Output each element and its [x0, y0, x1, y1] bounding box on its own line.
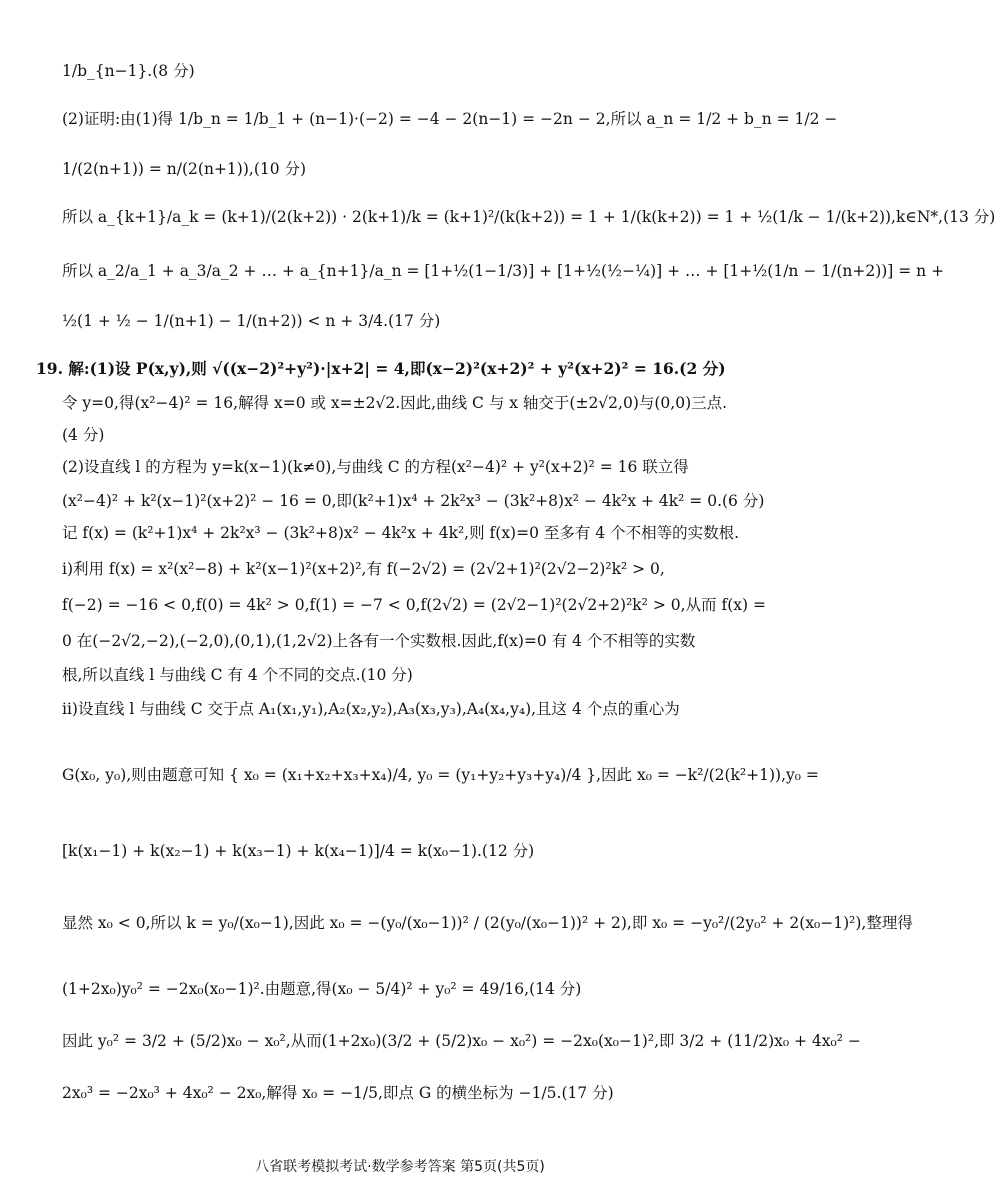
page-footer: 八省联考模拟考试·数学参考答案 第5页(共5页)	[255, 1159, 545, 1175]
text-line-21: (1+2x₀)y₀² = −2x₀(x₀−1)².由题意,得(x₀ − 5/4)² + y₀² = 49/16,(14 分)	[62, 980, 582, 998]
text-line-22: 因此 y₀² = 3/2 + (5/2)x₀ − x₀²,从而(1+2x₀)(3/2 + (5/2)x₀ − x₀²) = −2x₀(x₀−1)²,即 3/2 + (11/2)x₀ + 4x₀² −	[62, 1032, 861, 1050]
text-line-3: 1/(2(n+1)) = n/(2(n+1)),(10 分)	[62, 160, 307, 178]
text-line-14: f(−2) = −16 < 0,f(0) = 4k² > 0,f(1) = −7 < 0,f(2√2) = (2√2−1)²(2√2+2)²k² > 0,从而 f(x) =	[62, 596, 766, 614]
text-line-20: 显然 x₀ < 0,所以 k = y₀/(x₀−1),因此 x₀ = −(y₀/(x₀−1))² / (2(y₀/(x₀−1))² + 2),即 x₀ = −y₀²/(2y₀² + 2(x₀−1)²),整理得	[62, 914, 913, 932]
text-line-23: 2x₀³ = −2x₀³ + 4x₀² − 2x₀,解得 x₀ = −1/5,即点 G 的横坐标为 −1/5.(17 分)	[62, 1084, 614, 1102]
text-line-13: i)利用 f(x) = x²(x²−8) + k²(x−1)²(x+2)²,有 f(−2√2) = (2√2+1)²(2√2−2)²k² > 0,	[62, 560, 665, 578]
text-line-16: 根,所以直线 l 与曲线 C 有 4 个不同的交点.(10 分)	[62, 666, 413, 684]
text-line-8: 令 y=0,得(x²−4)² = 16,解得 x=0 或 x=±2√2.因此,曲线 C 与 x 轴交于(±2√2,0)与(0,0)三点.	[62, 394, 728, 412]
text-line-19: [k(x₁−1) + k(x₂−1) + k(x₃−1) + k(x₄−1)]/4 = k(x₀−1).(12 分)	[62, 842, 535, 860]
problem-19-line-1: 19. 解:(1)设 P(x,y),则 √((x−2)²+y²)·|x+2| = 4,即(x−2)²(x+2)² + y²(x+2)² = 16.(2 分)	[36, 359, 726, 378]
text-line-11: (x²−4)² + k²(x−1)²(x+2)² − 16 = 0,即(k²+1)x⁴ + 2k²x³ − (3k²+8)x² − 4k²x + 4k² = 0.(6 分)	[62, 492, 765, 510]
text-line-10: (2)设直线 l 的方程为 y=k(x−1)(k≠0),与曲线 C 的方程(x²−4)² + y²(x+2)² = 16 联立得	[62, 458, 689, 476]
text-line-4: 所以 a_{k+1}/a_k = (k+1)/(2(k+2)) · 2(k+1)/k = (k+1)²/(k(k+2)) = 1 + 1/(k(k+2)) = 1 + ½(1/k − 1/(k+2)),k∈N*,(13 分)	[62, 208, 995, 226]
text-line-1: 1/b_{n−1}.(8 分)	[62, 62, 195, 80]
text-line-6: ½(1 + ½ − 1/(n+1) − 1/(n+2)) < n + 3/4.(17 分)	[62, 312, 441, 330]
text-line-9: (4 分)	[62, 426, 105, 444]
text-line-18: G(x₀, y₀),则由题意可知 { x₀ = (x₁+x₂+x₃+x₄)/4, y₀ = (y₁+y₂+y₃+y₄)/4 },因此 x₀ = −k²/(2(k²+1)),y₀ =	[62, 766, 819, 784]
text-line-5: 所以 a_2/a_1 + a_3/a_2 + … + a_{n+1}/a_n = [1+½(1−1/3)] + [1+½(½−¼)] + … + [1+½(1/n − 1/(n+2))] = n +	[62, 262, 945, 280]
text-line-17: ii)设直线 l 与曲线 C 交于点 A₁(x₁,y₁),A₂(x₂,y₂),A₃(x₃,y₃),A₄(x₄,y₄),且这 4 个点的重心为	[62, 700, 680, 718]
text-line-2: (2)证明:由(1)得 1/b_n = 1/b_1 + (n−1)·(−2) = −4 − 2(n−1) = −2n − 2,所以 a_n = 1/2 + b_n = 1/2 −	[62, 110, 838, 128]
text-line-15: 0 在(−2√2,−2),(−2,0),(0,1),(1,2√2)上各有一个实数根.因此,f(x)=0 有 4 个不相等的实数	[62, 632, 696, 650]
text-line-12: 记 f(x) = (k²+1)x⁴ + 2k²x³ − (3k²+8)x² − 4k²x + 4k²,则 f(x)=0 至多有 4 个不相等的实数根.	[62, 524, 740, 542]
